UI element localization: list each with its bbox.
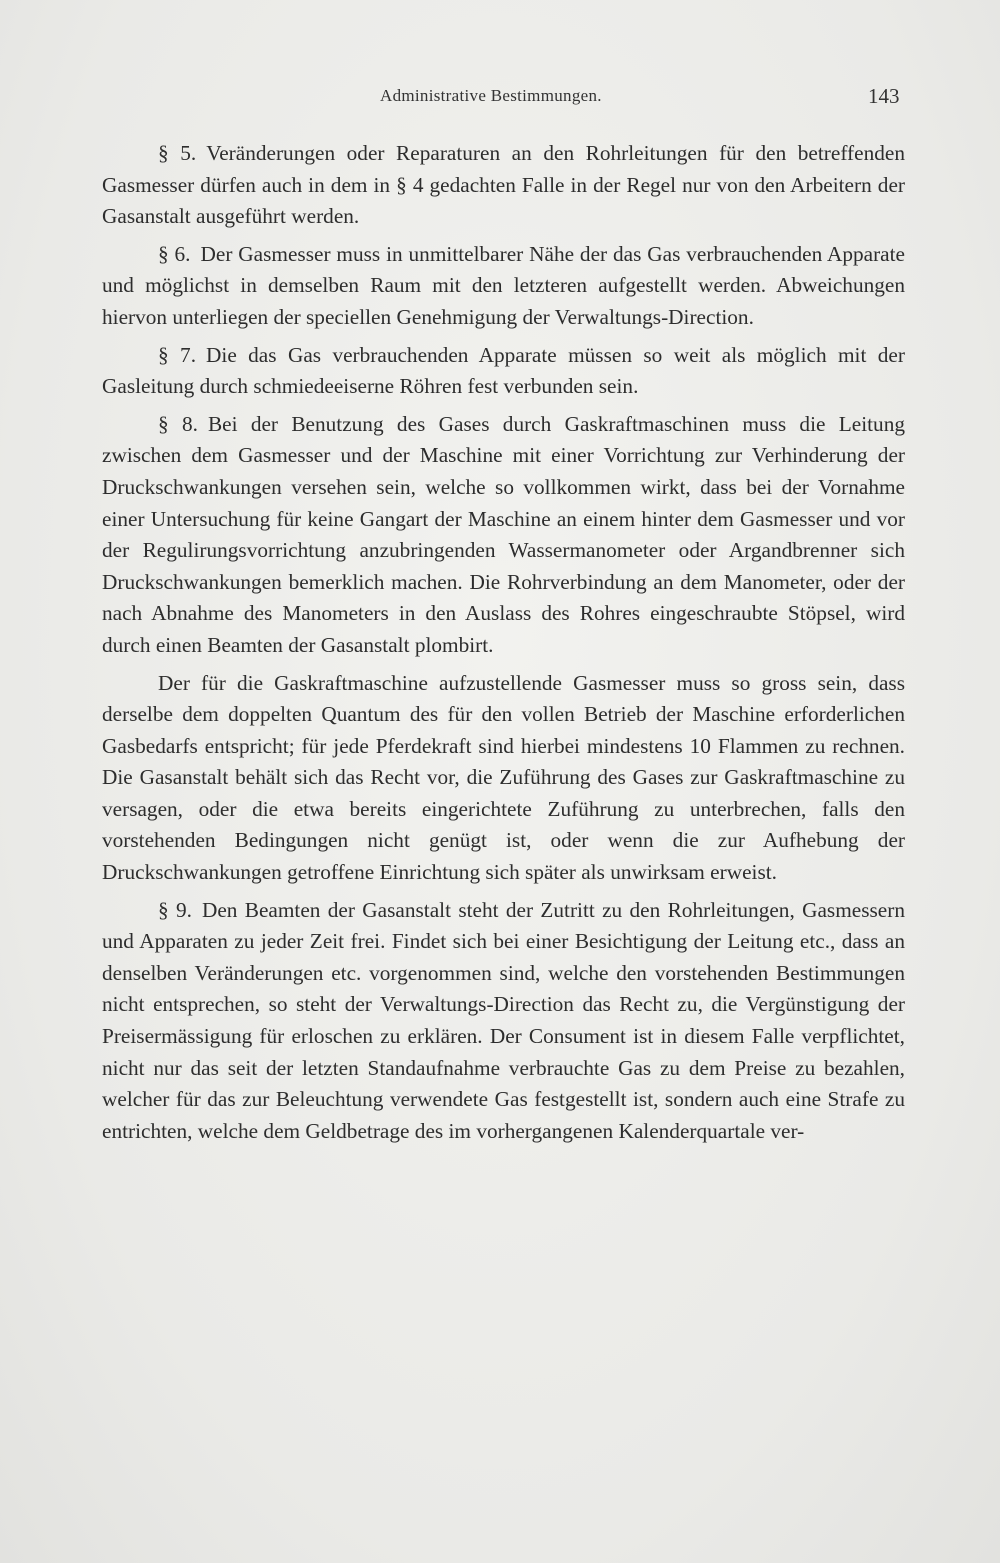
- body-text: [102, 138, 905, 1153]
- running-header: [0, 86, 1000, 116]
- paragraph-section-8: [102, 409, 905, 662]
- running-title: Administrative Bestimmungen.: [380, 86, 602, 105]
- paragraph-section-5: [102, 138, 905, 233]
- paragraph-section-6: [102, 239, 905, 334]
- section-mark: § 7.: [158, 342, 197, 367]
- paragraph-text: Die das Gas verbrauchenden Apparate müssen so weit als möglich mit der Gasleitung durch schmiedeeiserne Röhren fest verbunden sein.: [102, 342, 905, 399]
- paragraph-gas-engine-meter: [102, 668, 905, 889]
- page-number: 143: [868, 84, 900, 108]
- paragraph-text: Den Beamten der Gasanstalt steht der Zutritt zu den Rohrleitungen, Gasmessern und Apparaten zu jeder Zeit frei. Findet sich bei einer Besichtigung der Leitung etc., dass an denselben Veränderungen etc. vorgenommen sind, welche den vorstehenden Bestimmungen nicht entsprechen, so steht der Verwaltungs-Direction das Recht zu, die Vergünstigung der Preisermässigung für erloschen zu erklären. Der Consument ist in diesem Falle verpflichtet, nicht nur das seit der letzten Standaufnahme verbrauchte Gas zu dem Preise zu bezahlen, welcher für das zur Beleuchtung verwendete Gas festgestellt ist, sondern auch eine Strafe zu entrichten, welche dem Geldbetrage des im vorhergangenen Kalenderquartale ver-: [102, 897, 905, 1143]
- paragraph-section-7: [102, 340, 905, 403]
- section-mark: § 9.: [158, 897, 192, 922]
- paragraph-text: Der Gasmesser muss in unmittelbarer Nähe der das Gas verbrauchenden Apparate und möglichst in demselben Raum mit den letzteren aufgestellt werden. Abweichungen hiervon unterliegen der speciellen Genehmigung der Verwaltungs-Direction.: [102, 241, 905, 329]
- paragraph-section-9: [102, 895, 905, 1148]
- paragraph-text: Bei der Benutzung des Gases durch Gaskraftmaschinen muss die Leitung zwischen dem Gasmesser und der Maschine mit einer Vorrichtung zur Verhinderung der Druckschwankungen versehen sein, welche so vollkommen wirkt, dass bei der Vornahme einer Untersuchung für keine Gangart der Maschine an einem hinter dem Gasmesser und vor der Regulirungsvorrichtung anzubringenden Wassermanometer oder Argandbrenner sich Druckschwankungen bemerklich machen. Die Rohrverbindung an dem Manometer, oder der nach Abnahme des Manometers in den Auslass des Rohres eingeschraubte Stöpsel, wird durch einen Beamten der Gasanstalt plombirt.: [102, 411, 905, 657]
- paragraph-text: Der für die Gaskraftmaschine aufzustellende Gasmesser muss so gross sein, dass derselbe dem doppelten Quantum des für den vollen Betrieb der Maschine erforderlichen Gasbedarfs entspricht; für jede Pferdekraft sind hierbei mindestens 10 Flammen zu rechnen. Die Gasanstalt behält sich das Recht vor, die Zuführung des Gases zur Gaskraftmaschine zu versagen, oder die etwa bereits eingerichtete Zuführung zu unterbrechen, falls den vorstehenden Bedingungen nicht genügt ist, oder wenn die zur Aufhebung der Druckschwankungen getroffene Einrichtung sich später als unwirksam erweist.: [102, 670, 905, 885]
- section-mark: § 8.: [158, 411, 198, 436]
- section-mark: § 5.: [158, 141, 197, 165]
- section-mark: § 6.: [158, 241, 191, 266]
- paragraph-text: Veränderungen oder Reparaturen an den Rohrleitungen für den betreffenden Gasmesser dürfen auch in dem in § 4 gedachten Falle in der Regel nur von den Arbeitern der Gasanstalt ausgeführt werden.: [102, 141, 905, 229]
